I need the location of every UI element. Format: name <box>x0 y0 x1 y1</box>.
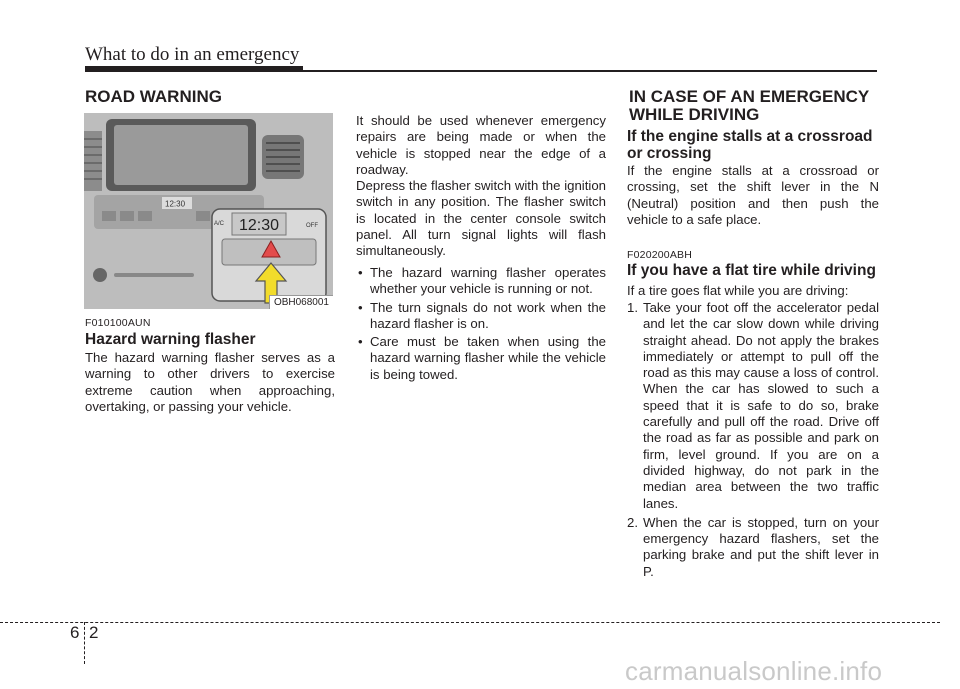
ac-label: A/C <box>214 221 225 227</box>
paragraph-hazard-intro: The hazard warning flasher serves as a warning to other drivers to exercise extreme caution when approaching, overtaking, or passing your vehicle. <box>85 350 335 414</box>
small-clock-display: 12:30 <box>165 199 186 209</box>
numbered-steps <box>627 300 879 583</box>
page-header-title: What to do in an emergency <box>85 44 300 65</box>
section-title-emergency-driving: IN CASE OF AN EMERGENCY WHILE DRIVING <box>629 87 869 124</box>
paragraph-usage: It should be used whenever emergency repairs are being made or when the vehicle is stopped near the edge of a roadway. <box>356 113 606 177</box>
subhead-hazard-flasher: Hazard warning flasher <box>85 331 256 348</box>
list-item: • The turn signals do not work when the hazard flasher is on. <box>356 300 606 333</box>
list-item: • The hazard warning flasher operates whether your vehicle is running or not. <box>356 265 606 298</box>
off-label: OFF <box>306 223 318 229</box>
step-number: 2. <box>627 514 638 530</box>
list-item <box>627 515 879 580</box>
paragraph-engine-stalls: If the engine stalls at a crossroad or crossing, set the shift lever in the N (Neutral) position and then push the vehicle to a safe place. <box>627 163 879 227</box>
bullet-list <box>356 265 606 385</box>
reference-code: F010100AUN <box>85 317 151 329</box>
chapter-number: 6 <box>70 623 80 642</box>
paragraph-flat-tire-intro: If a tire goes flat while you are driving: <box>627 283 849 298</box>
footer-rule <box>0 622 940 623</box>
clock-display: 12:30 <box>239 217 280 234</box>
hazard-switch-photo <box>84 113 333 309</box>
list-item <box>627 300 879 512</box>
step-text: Take your foot off the accelerator pedal and let the car slow down while driving straight ahead. Do not apply the brakes immediately or attempt to pull off the road as this may cause a loss of control. When the car has slowed to such a speed that it is safe to do so, brake carefully and pull off the road. Drive off the road as far as possible and park on firm, level ground. If you are on a divided highway, do not park in the median area between the two traffic lanes. <box>643 300 879 511</box>
paragraph-depress: Depress the flasher switch with the ignition switch in any position. The flasher switch is located in the center console switch panel. All turn signal lights will flash simultaneously. <box>356 178 606 259</box>
reference-code: F020200ABH <box>627 249 693 261</box>
section-title-road-warning: ROAD WARNING <box>85 87 222 106</box>
subhead-flat-tire: If you have a flat tire while driving <box>627 262 876 279</box>
header-rule <box>85 70 877 72</box>
watermark: carmanualsonline.info <box>625 656 883 686</box>
list-item: • Care must be taken when using the hazard warning flasher while the vehicle is being towed. <box>356 334 606 383</box>
photo-caption: OBH068001 <box>269 295 333 309</box>
subhead-engine-stalls: If the engine stalls at a crossroad or crossing <box>627 128 873 162</box>
footer-divider <box>84 622 85 664</box>
page-number: 2 <box>89 623 99 642</box>
dashboard-illustration <box>84 113 333 309</box>
step-number: 1. <box>627 300 638 315</box>
step-text: When the car is stopped, turn on your emergency hazard flashers, set the parking brake and put the shift lever in P. <box>643 514 879 579</box>
